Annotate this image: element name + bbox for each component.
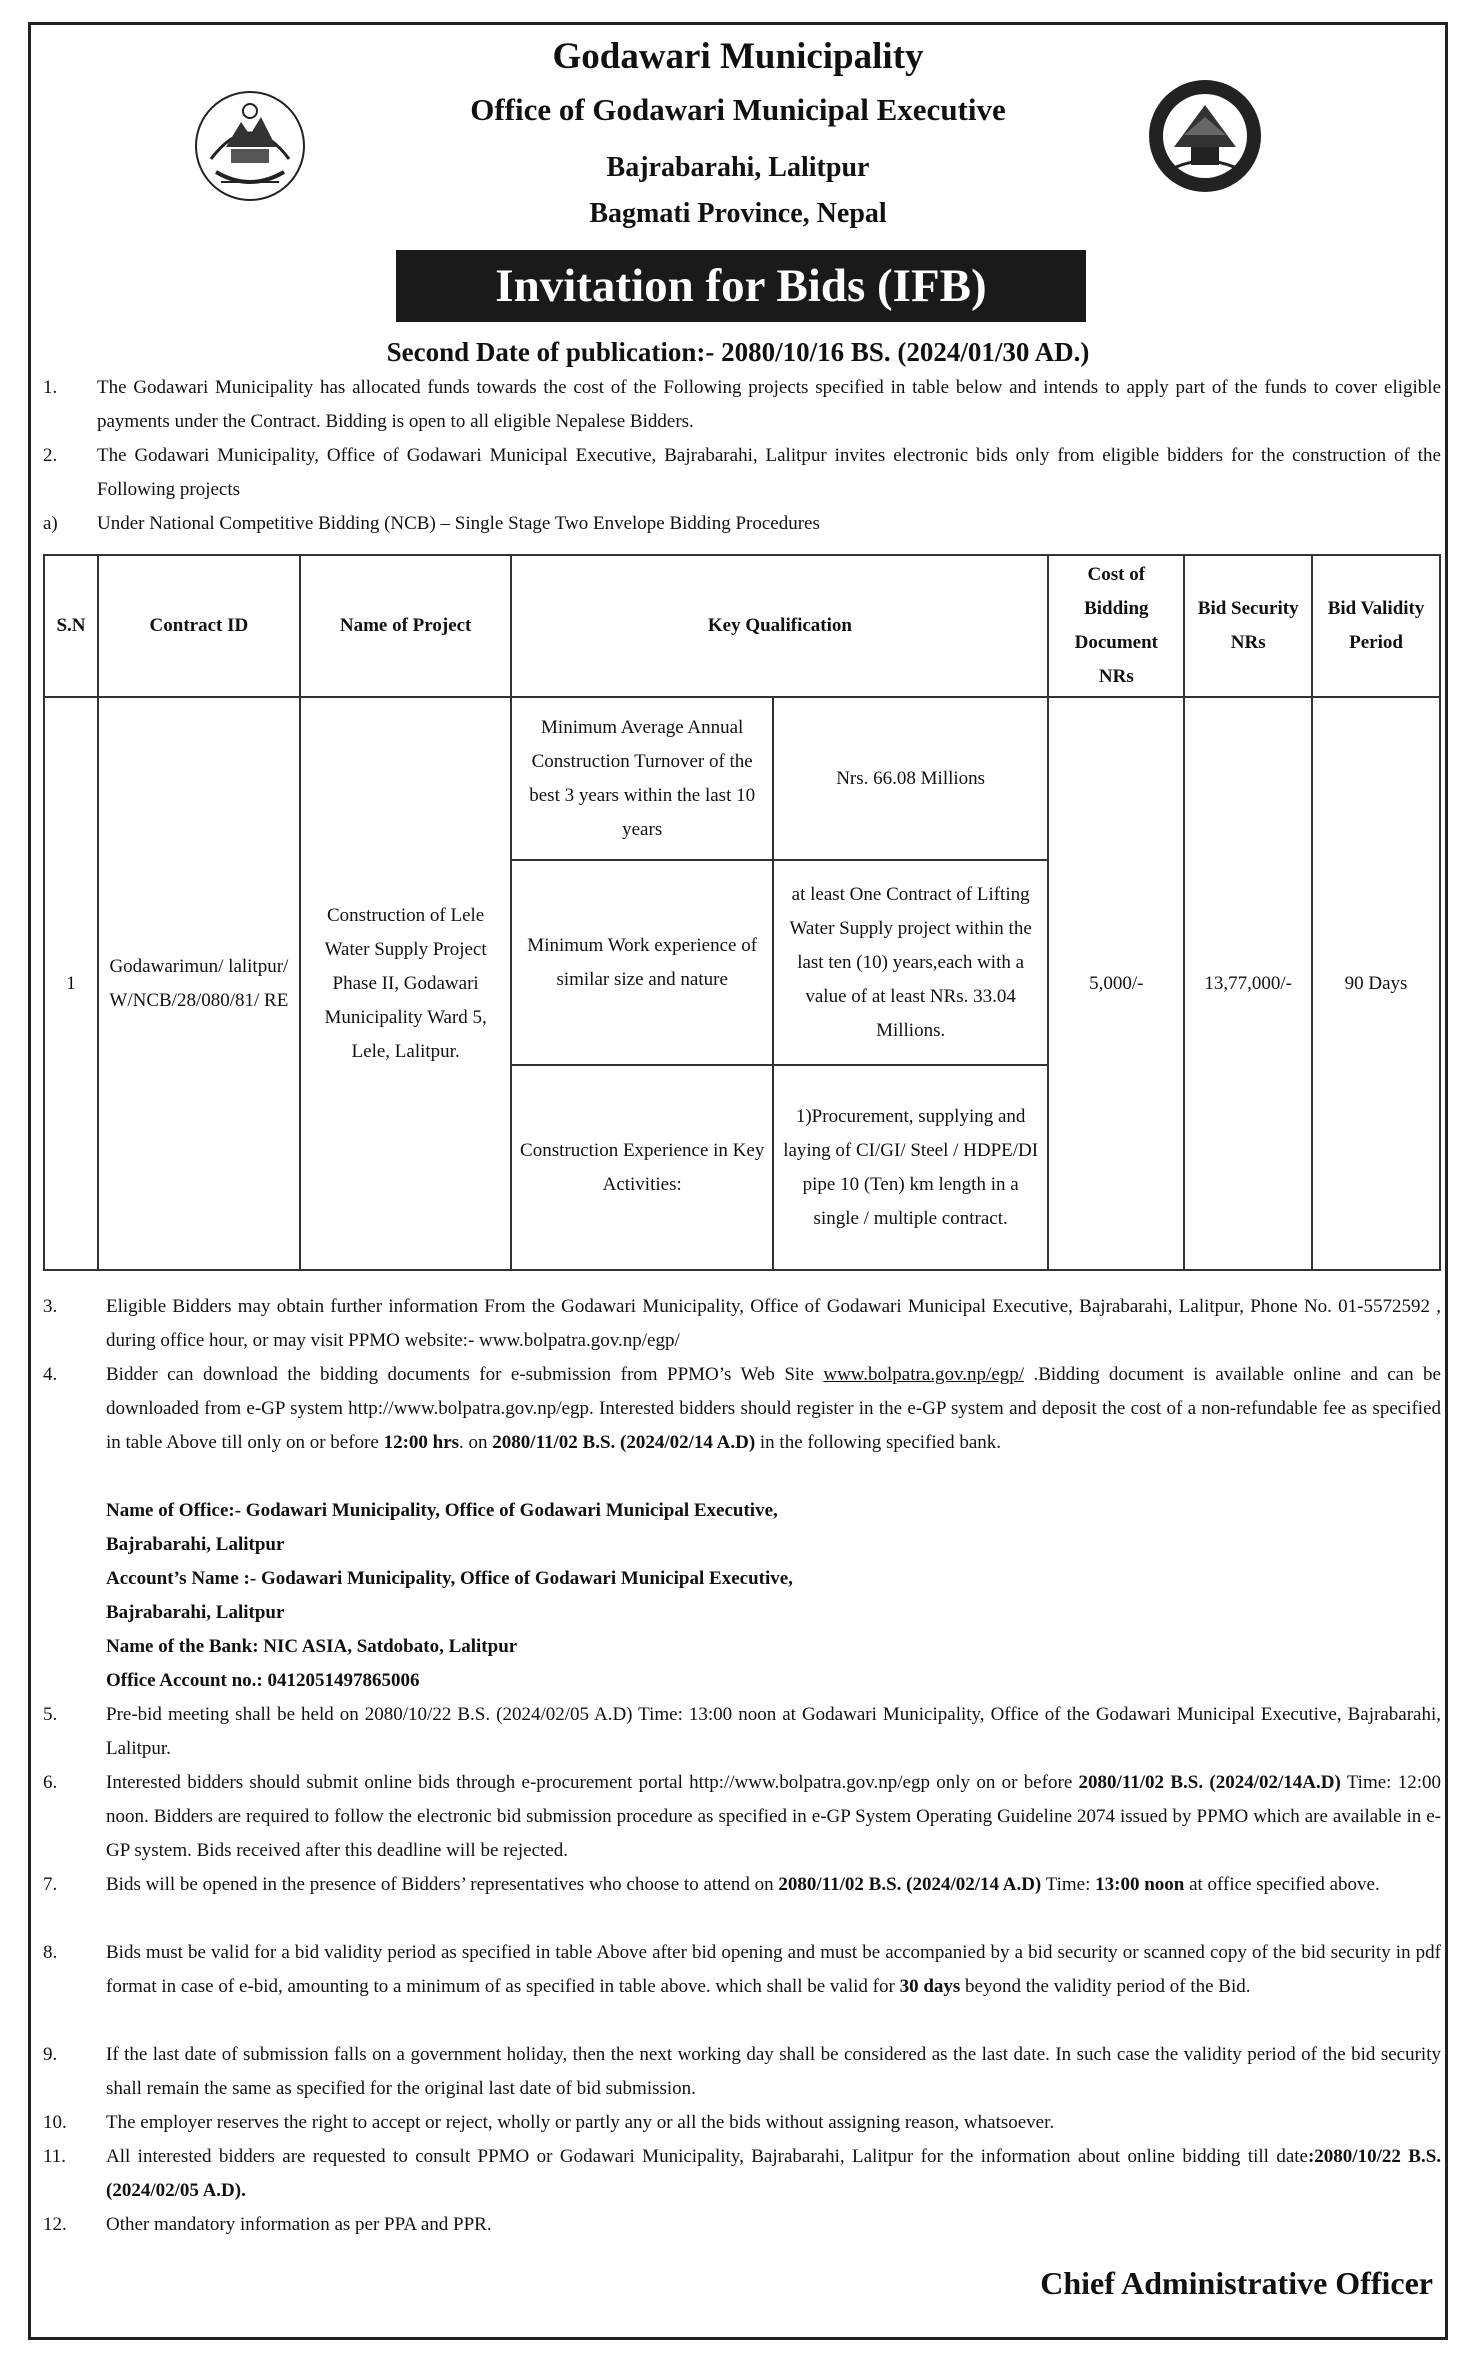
cell-qualification-value: Nrs. 66.08 Millions xyxy=(773,697,1048,860)
cell-qualification-value: 1)Procurement, supplying and laying of CI/GI/ Steel / HDPE/DI pipe 10 (Ten) km length in a single / multiple contract. xyxy=(773,1065,1048,1270)
deadline-date: 2080/11/02 B.S. (2024/02/14 A.D) xyxy=(492,1432,756,1453)
clause-4-text xyxy=(106,1358,1441,1460)
bank-name-line: Name of the Bank: NIC ASIA, Satdobato, Lalitpur xyxy=(106,1636,518,1657)
item-a-text: Under National Competitive Bidding (NCB) – Single Stage Two Envelope Bidding Procedures xyxy=(97,513,820,534)
cell-sn: 1 xyxy=(44,697,98,1270)
item-2-text: The Godawari Municipality, Office of Godawari Municipal Executive, Bajrabarahi, Lalitpur invites electronic bids only from eligible bidders for the construction of the Following projects xyxy=(97,445,1441,500)
item-number: 4. xyxy=(43,1364,58,1385)
item-number: 3. xyxy=(43,1296,58,1317)
clause-text: Bidder can download the bidding documents for e-submission from PPMO’s Web Site xyxy=(106,1364,824,1385)
clause-9-text: If the last date of submission falls on a government holiday, then the next working day shall be considered as the last date. In such case the validity period of the bid security shall remain the same as specified for the original last date of bid submission. xyxy=(106,2044,1441,2099)
office-name-line: Name of Office:- Godawari Municipality, Office of Godawari Municipal Executive, xyxy=(106,1500,778,1521)
table-row xyxy=(44,697,1440,860)
table-header-row xyxy=(44,555,1440,697)
item-number: 7. xyxy=(43,1874,58,1895)
cell-security: 13,77,000/- xyxy=(1184,697,1312,1270)
bid-table xyxy=(43,554,1441,1271)
clause-text: All interested bidders are requested to consult PPMO or Godawari Municipality, Bajrabarahi, Lalitpur for the information about online bidding till date xyxy=(106,2146,1308,2167)
clause-text: Time: xyxy=(1041,1874,1096,1895)
publication-date: Second Date of publication:- 2080/10/16 BS. (2024/01/30 AD.) xyxy=(386,337,1090,367)
cell-qualification-label: Minimum Work experience of similar size and nature xyxy=(511,860,772,1065)
clause-text: Bids will be opened in the presence of Bidders’ representatives who choose to attend on xyxy=(106,1874,779,1895)
signatory-title: Chief Administrative Officer xyxy=(1040,2265,1433,2301)
ppmo-link[interactable]: www.bolpatra.gov.np/egp/ xyxy=(823,1364,1025,1385)
item-number: 1. xyxy=(43,377,58,398)
province: Bagmati Province, Nepal xyxy=(589,198,887,229)
cell-cost: 5,000/- xyxy=(1048,697,1184,1270)
item-number: 9. xyxy=(43,2044,58,2065)
opening-time: 13:00 noon xyxy=(1095,1874,1185,1895)
municipality-name: Godawari Municipality xyxy=(552,36,924,77)
office-name-line: Bajrabarahi, Lalitpur xyxy=(106,1534,285,1555)
opening-date: 2080/11/02 B.S. (2024/02/14 A.D) xyxy=(778,1874,1042,1895)
consult-date: :2080/10/22 B.S. (2024/02/05 A.D). xyxy=(106,2146,1442,2201)
col-header-qualification: Key Qualification xyxy=(511,555,1048,697)
clause-text: in the following specified bank. xyxy=(755,1432,1002,1453)
account-name-line: Account’s Name :- Godawari Municipality, Office of Godawari Municipal Executive, xyxy=(106,1568,793,1589)
item-number: a) xyxy=(43,513,58,534)
cell-qualification-label: Construction Experience in Key Activities: xyxy=(511,1065,772,1270)
col-header-validity: Bid Validity Period xyxy=(1312,555,1440,697)
clause-6-text xyxy=(106,1766,1441,1868)
nepal-government-emblem-icon xyxy=(191,87,309,205)
deadline-time: 12:00 hrs xyxy=(383,1432,460,1453)
clause-8-text xyxy=(106,1936,1441,2004)
clause-text: . on xyxy=(459,1432,493,1453)
cell-project: Construction of Lele Water Supply Project Phase II, Godawari Municipality Ward 5, Lele, Lalitpur. xyxy=(300,697,512,1270)
clause-text: beyond the validity period of the Bid. xyxy=(960,1976,1251,1997)
clause-text: Bids must be valid for a bid validity period as specified in table Above after bid opening and must be accompanied by a bid security or scanned copy of the bid security in pdf format in case of e-bid, amounting to a minimum of as specified in table above. which shall be valid for xyxy=(106,1942,1441,1997)
col-header-cost: Cost of Bidding Document NRs xyxy=(1048,555,1184,697)
cell-qualification-value: at least One Contract of Lifting Water Supply project within the last ten (10) years,each with a value of at least NRs. 33.04 Millions. xyxy=(773,860,1048,1065)
col-header-project: Name of Project xyxy=(300,555,512,697)
clause-3-text: Eligible Bidders may obtain further information From the Godawari Municipality, Office of Godawari Municipal Executive, Bajrabarahi, Lalitpur, Phone No. 01-5572592 , during office hour, or may visit PPMO website:- www.bolpatra.gov.np/egp/ xyxy=(106,1296,1441,1351)
office-address: Bajrabarahi, Lalitpur xyxy=(606,152,870,183)
item-number: 12. xyxy=(43,2214,67,2235)
item-number: 11. xyxy=(43,2146,67,2167)
godawari-municipality-logo-icon xyxy=(1146,77,1264,195)
validity-days: 30 days xyxy=(899,1976,961,1997)
col-header-sn: S.N xyxy=(44,555,98,697)
cell-contract-id: Godawarimun/ lalitpur/ W/NCB/28/080/81/ RE xyxy=(98,697,300,1270)
document-title: Invitation for Bids (IFB) xyxy=(396,250,1086,322)
submission-date: 2080/11/02 B.S. (2024/02/14A.D) xyxy=(1078,1772,1341,1793)
item-1-text: The Godawari Municipality has allocated funds towards the cost of the Following projects specified in table below and intends to apply part of the funds to cover eligible payments under the Contract. Bidding is open to all eligible Nepalese Bidders. xyxy=(97,377,1441,432)
clause-11-text xyxy=(106,2140,1441,2208)
ifb-notice xyxy=(28,22,1448,2340)
item-number: 5. xyxy=(43,1704,58,1725)
item-number: 8. xyxy=(43,1942,58,1963)
clause-12-text: Other mandatory information as per PPA and PPR. xyxy=(106,2214,492,2235)
clause-5-text: Pre-bid meeting shall be held on 2080/10/22 B.S. (2024/02/05 A.D) Time: 13:00 noon at Godawari Municipality, Office of the Godawari Municipal Executive, Bajrabarahi, Lalitpur. xyxy=(106,1704,1441,1759)
account-number-line: Office Account no.: 0412051497865006 xyxy=(106,1670,420,1691)
clause-10-text: The employer reserves the right to accept or reject, wholly or partly any or all the bids without assigning reason, whatsoever. xyxy=(106,2112,1055,2133)
item-number: 6. xyxy=(43,1772,58,1793)
office-name: Office of Godawari Municipal Executive xyxy=(470,92,1006,127)
cell-qualification-label: Minimum Average Annual Construction Turnover of the best 3 years within the last 10 years xyxy=(511,697,772,860)
cell-validity: 90 Days xyxy=(1312,697,1440,1270)
clause-text: Time: 12:00 noon. Bidders are required to follow the electronic bid submission procedure as specified in e-GP System Operating Guideline 2074 issued by PPMO which are available in e-GP system. Bids received after this deadline will be rejected. xyxy=(106,1772,1441,1861)
account-name-line: Bajrabarahi, Lalitpur xyxy=(106,1602,285,1623)
clause-text: Interested bidders should submit online bids through e-procurement portal http://www.bolpatra.gov.np/egp only on or before xyxy=(106,1772,1079,1793)
clause-7-text xyxy=(106,1868,1441,1902)
item-number: 2. xyxy=(43,445,58,466)
col-header-contract-id: Contract ID xyxy=(98,555,300,697)
clause-text: .Bidding document is available online and can be downloaded from e-GP system http://www.bolpatra.gov.np/egp. Interested bidders should register in the e-GP system and deposit the cost of a non-refundable fee as specified in table Above till only on or before xyxy=(106,1364,1441,1453)
item-number: 10. xyxy=(43,2112,67,2133)
col-header-security: Bid Security NRs xyxy=(1184,555,1312,697)
clause-text: at office specified above. xyxy=(1184,1874,1380,1895)
